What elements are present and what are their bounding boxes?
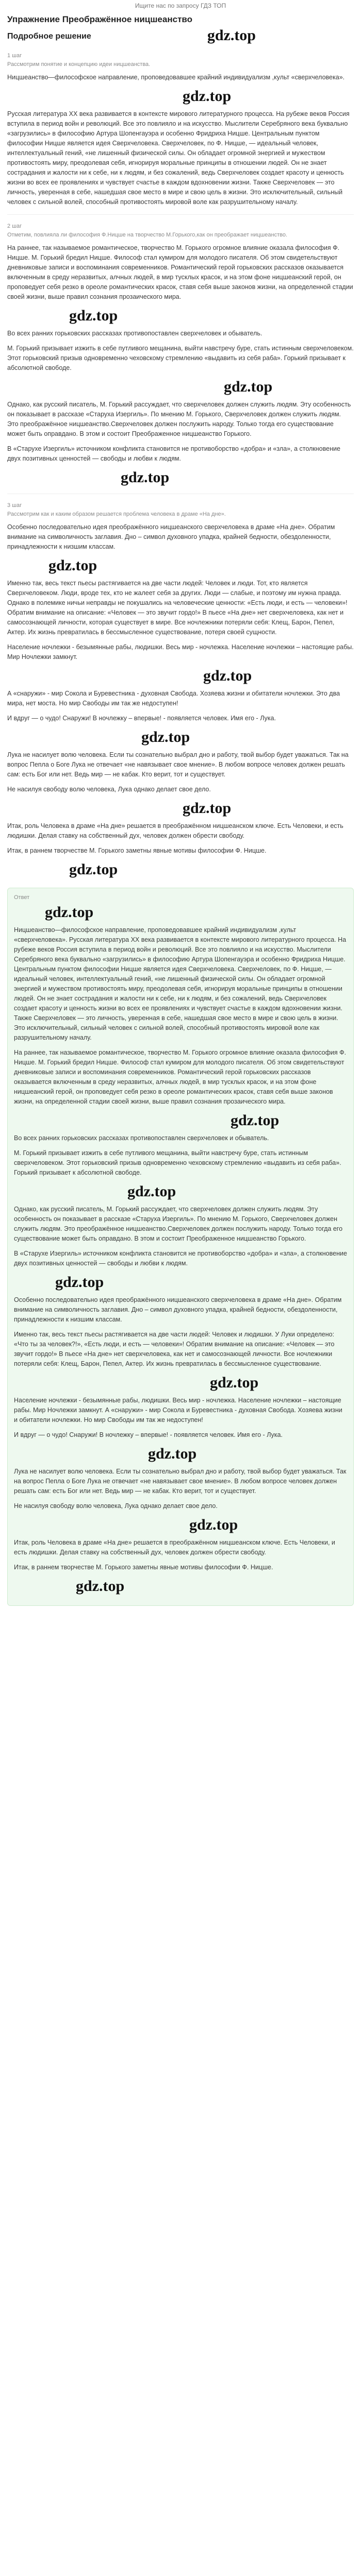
step-paragraph: В «Старухе Изергиль» источником конфликта становится не противоборство «добра» и «зла», а столкновение двух позитивных ценностей — свободы и любви к людям. bbox=[7, 445, 340, 462]
answer-paragraph: Не насилуя свободу волю человека, Лука однако делает свое дело. bbox=[14, 1502, 218, 1510]
answer-label: Ответ bbox=[14, 894, 30, 901]
watermark-logo: gdz.top bbox=[231, 1112, 280, 1129]
answer-paragraph: М. Горький призывает изжить в себе путливого мещанина, выйти навстречу буре, стать истинным сверхчеловеком. Этот горьковский призыв одновременно чеховскому стремлению «выдавить из себя раба». Горький призывает к абсолютной свободе. bbox=[14, 1149, 341, 1176]
answer-paragraph: Во всех ранних горьковских рассказах противопоставлен сверхчеловек и обыватель. bbox=[14, 1134, 269, 1142]
page-title: Упражнение Преображённое ницшеанство bbox=[7, 14, 193, 24]
step-label: 1 шаг bbox=[7, 53, 22, 59]
step-paragraph: М. Горький призывает изжить в себе путливого мещанина, выйти навстречу буре, стать истинным сверхчеловеком. Этот горьковский призыв одновременно чеховскому стремлению «выдавить из себя раба». Горький призывает к абсолютной свободе. bbox=[7, 345, 354, 371]
step-paragraph: Итак, роль Человека в драме «На дне» решается в преображённом ницшеанском ключе. Есть Человеки, и есть людишки. Делая ставку на собственный дух, человек должен обрести свободу. bbox=[7, 822, 343, 839]
watermark-logo: gdz.top bbox=[224, 378, 273, 395]
watermark-logo: gdz.top bbox=[203, 667, 252, 684]
answer-paragraph: Итак, роль Человека в драме «На дне» решается в преображённом ницшеанском ключе. Есть Человеки, и есть людишки. Делая ставку на собственный дух, человек должен обрести свободу. bbox=[14, 1539, 335, 1556]
section-title: Подробное решение bbox=[7, 32, 91, 41]
watermark-logo: gdz.top bbox=[148, 1445, 197, 1462]
step-paragraph: Население ночлежки - безымянные рабы, людишки. Весь мир - ночлежка. Население ночлежки – настоящие рабы. Мир Ночлежки замкнут. bbox=[7, 643, 354, 660]
step-paragraph: И вдруг — о чудо! Снаружи! В ночлежку – впервые! - появляется человек. Имя его - Лука. bbox=[7, 715, 276, 722]
watermark-logo: gdz.top bbox=[210, 1374, 259, 1391]
step-label: 3 шаг bbox=[7, 502, 22, 509]
watermark-logo: gdz.top bbox=[127, 1183, 176, 1200]
step-paragraph: Ницшеанство—философское направление, проповедовавшее крайний индивидуализм ,культ «сверхчеловека». bbox=[7, 74, 345, 81]
step-paragraph: Не насилуя свободу волю человека, Лука однако делает свое дело. bbox=[7, 786, 211, 793]
watermark-logo: gdz.top bbox=[69, 307, 118, 324]
step-paragraph: Особенно последовательно идея преображённого ницшеанского сверхчеловека в драме «На дне». Обратим внимание на символичность заглавия. Дно – символ духовного упадка, крайней бедности, обездоленности, принадлежности к низшим классам. bbox=[7, 523, 335, 550]
step-paragraph: Русская литература XX века развивается в контексте мирового литературного процесса. На рубеже веков Россия вступила в период войн и революций. Все это повлияло и на искусство. Мыслители Серебряного века буквально «загрузились» в философию Артура Шопенгауэра и особенно Фридриха Ницше. Центральным пунктом философии Ницше является идея Сверхчеловека. Сверхчеловек, по Ф. Ницше, — идеальный человек, интеллектуальный гений, «не лишенный физической силы. Он обладает огромной энергией и мужеством противостоять миру, преодолевая себя, игнорируя моральные принципы в отношении людей. Он не знает сострадания и жалости ни к себе, ни к людям, и без сожалений, ведь Сверхчеловек создает красоту и ценность жизни во всех ее проявлениях и чувствует счастье в каждом вдохновении жизни. Также Сверхчеловек — это личность, уверенная в себе, нашедшая свое место в мире и свою цель в жизни. Это исключительный, сильный человек с сильной волей, способный противостоять мировой воле как разрушительному началу. bbox=[7, 110, 350, 206]
watermark-logo: gdz.top bbox=[121, 469, 170, 486]
answer-paragraph: Однако, как русский писатель, М. Горький рассуждает, что сверхчеловек должен служить людям. Эту особенность он показывает в рассказе «Старуха Изергиль». По мнению М. Горького, Сверхчеловек должен служить людям. Это преображённое ницшеанство.Сверхчеловек должен послужить народу. Только тогда его существование может быть оправдано. В этом и состоит Преображенное ницшеанство Горького. bbox=[14, 1206, 343, 1242]
watermark-logo: gdz.top bbox=[189, 1516, 238, 1533]
solution-steps bbox=[7, 53, 354, 878]
step-divider bbox=[7, 214, 354, 215]
step-paragraph: Лука не насилует волю человека. Если ты сознательно выбрал дно и работу, твой выбор будет уважаться. Так на вопрос Пепла о Боге Лука не отвечает «не навязывает свое мнение». В любом вопросе человек должен решать сам: есть Бог или нет. Ведь мир — не кабак. Кто верит, тот и существует. bbox=[7, 751, 349, 778]
watermark-logo: gdz.top bbox=[183, 800, 232, 817]
step-label: 2 шаг bbox=[7, 223, 22, 229]
step-paragraph: Именно так, весь текст пьесы растягивается на две части людей: Человек и люди. Тот, кто является Сверхчеловеком. Люди, вроде тех, кто не жалеет себя за других. Люди — слабые, и поэтому им нужна правда. Однако в полемике ничьи неправды не покушались на человеческие ценности: «Есть люди, и есть — человеки»! Обратим внимание на описание: «Человек — это звучит гордо!» В пьесе «На дне» нет сверхчеловека, как нет и самосознающей личности, которая существует в мире. Все ночлежники потеряли себя: Клещ, Барон, Пепел, Актер. Их жизнь превратилась в бессмысленное существование, потеря своей сущности. bbox=[7, 580, 348, 636]
answer-box bbox=[7, 888, 354, 1606]
watermark-logo: gdz.top bbox=[45, 904, 94, 921]
answer-paragraph: И вдруг — о чудо! Снаружи! В ночлежку – впервые! - появляется человек. Имя его - Лука. bbox=[14, 1431, 283, 1438]
step-subtitle: Рассмотрим понятие и концепцию идеи ницшеанства. bbox=[7, 61, 151, 67]
answer-paragraph: Население ночлежки - безымянные рабы, людишки. Весь мир - ночлежка. Население ночлежки – настоящие рабы. Мир Ночлежки замкнут. А «снаружи» - мир Сокола и Буревестника - духовная Свобода. Хозяева жизни и обитатели ночлежки. Но мир Свободы им так же недоступен! bbox=[14, 1397, 342, 1423]
page-content bbox=[0, 14, 361, 1606]
step-paragraph: На раннее, так называемое романтическое, творчество М. Горького огромное влияние оказала философия Ф. Ницше. М. Горький бредил Ницше. Философ стал кумиром для молодого писателя. Об этом свидетельствуют дневниковые записи и воспоминания современников. Романтический герой горьковских рассказов оказывается включенным в среду неразвитых, алчных людей, в мир тусклых красок, и на этом фоне ницшеанский герой, он проповедует себя резко в ореоле романтических красок, ставя себя выше законов жизни, на определенной стадии своей жизни, выше правил сознания прозаического мира. bbox=[7, 244, 353, 300]
watermark-logo: gdz.top bbox=[141, 728, 190, 745]
watermark-logo: gdz.top bbox=[76, 1578, 125, 1595]
answer-paragraph: Лука не насилует волю человека. Если ты сознательно выбрал дно и работу, твой выбор будет уважаться. Так на вопрос Пепла о Боге Лука не отвечает «не навязывает свое мнение». В любом вопросе человек должен решать сам: есть Бог или нет. Ведь мир — не кабак. Кто верит, тот и существует. bbox=[14, 1468, 347, 1495]
step-paragraph: Итак, в раннем творчестве М. Горького заметны явные мотивы философии Ф. Ницше. bbox=[7, 847, 267, 854]
answer-text bbox=[14, 925, 347, 1595]
answer-paragraph: В «Старухе Изергиль» источником конфликта становится не противоборство «добра» и «зла», а столкновение двух позитивных ценностей — свободы и любви к людям. bbox=[14, 1250, 347, 1267]
answer-paragraph: Итак, в раннем творчестве М. Горького заметны явные мотивы философии Ф. Ницше. bbox=[14, 1564, 273, 1571]
step-subtitle: Отметим, повлияла ли философия Ф.Ницше на творчество М.Горького,как он преображает ницшеанство. bbox=[7, 232, 288, 238]
section-header bbox=[7, 27, 354, 44]
answer-paragraph: Именно так, весь текст пьесы растягивается на две части людей: Человек и людишки. У Луки определено: «Что ты за человек?!», «Есть люди, и есть — человеки»! Обратим внимание на описание: «Человек — это звучит гордо!» В пьесе «На дне» нет сверхчеловека, как нет и самосознающей личности. Все ночлежники потеряли себя: Клещ, Барон, Пепел, Актер. Их жизнь превратилась в бессмысленное существование. bbox=[14, 1331, 335, 1367]
step-paragraph: А «снаружи» - мир Сокола и Буревестника - духовная Свобода. Хозяева жизни и обитатели ночлежки. Это два мира, нет моста. Но мир Свободы им так же недоступен! bbox=[7, 690, 340, 707]
answer-paragraph: Ницшеанство—философское направление, проповедовавшее крайний индивидуализм ,культ «сверхчеловека». Русская литература XX века развивается в контексте мирового литературного процесса. На рубеже веков Россия вступила в период войн и революций. Все это повлияло и на искусство. Мыслители Серебряного века буквально «загрузились» в философию Артура Шопенгауэра и особенно Фридриха Ницше. Центральным пунктом философии Ницше является идея Сверхчеловека. Сверхчеловек, по Ф. Ницше, — идеальный человек, интеллектуальный гений, «не лишенный физической силы. Он обладает огромной энергией и мужеством противостоять миру, преодолевая себя, игнорируя моральные принципы в отношении людей. Он не знает сострадания и жалости ни к себе, ни к людям, и без сожалений, ведь Сверхчеловек создает красоту и ценность жизни во всех ее проявлениях и чувствует счастье в каждом вдохновении жизни. Также Сверхчеловек — это личность, уверенная в себе, нашедшая свое место в мире и свою цель в жизни. Это исключительный, сильный человек с сильной волей, способный противостоять мировой воле как разрушительному началу. bbox=[14, 926, 347, 1041]
watermark-logo: gdz.top bbox=[183, 88, 232, 105]
top-search-banner[interactable] bbox=[0, 0, 361, 11]
watermark-logo: gdz.top bbox=[207, 27, 256, 44]
watermark-logo: gdz.top bbox=[69, 861, 118, 878]
top-search-link[interactable]: Ищите нас по запросу ГДЗ ТОП bbox=[135, 2, 226, 9]
step-subtitle: Рассмотрим как и каким образом решается проблема человека в драме «На дне». bbox=[7, 511, 226, 517]
step-paragraph: Однако, как русский писатель, М. Горький рассуждает, что сверхчеловек должен служить людям. Эту особенность он показывает в рассказе «Старуха Изергиль». По мнению М. Горького, Сверхчеловек должен служить людям. Это преображённое ницшеанство.Сверхчеловек должен послужить народу. Только тогда его существование может быть оправдано. В этом и состоит Преображенное ницшеанство Горького. bbox=[7, 401, 351, 437]
watermark-logo: gdz.top bbox=[48, 557, 97, 574]
watermark-logo: gdz.top bbox=[55, 1274, 104, 1291]
answer-paragraph: На раннее, так называемое романтическое, творчество М. Горького огромное влияние оказала философия Ф. Ницше. М. Горький бредил Ницше. Философ стал кумиром для молодого писателя. Об этом свидетельствуют дневниковые записи и воспоминания современников. Романтический герой горьковских рассказов оказывается включенным в среду неразвитых, алчных людей, в мир тусклых красок, и на этом фоне ницшеанский герой, он проповедует себя резко в ореоле романтических красок, ставя себя выше законов жизни, на определенной стадии своей жизни, выше правил сознания прозаического мира. bbox=[14, 1049, 347, 1105]
step-paragraph: Во всех ранних горьковских рассказах противопоставлен сверхчеловек и обыватель. bbox=[7, 330, 262, 337]
answer-paragraph: Особенно последовательно идея преображённого ницшеанского сверхчеловека в драме «На дне». Обратим внимание на символичность заглавия. Дно – символ духовного упадка, крайней бедности, обездоленности, принадлежности к низшим классам. bbox=[14, 1296, 342, 1323]
